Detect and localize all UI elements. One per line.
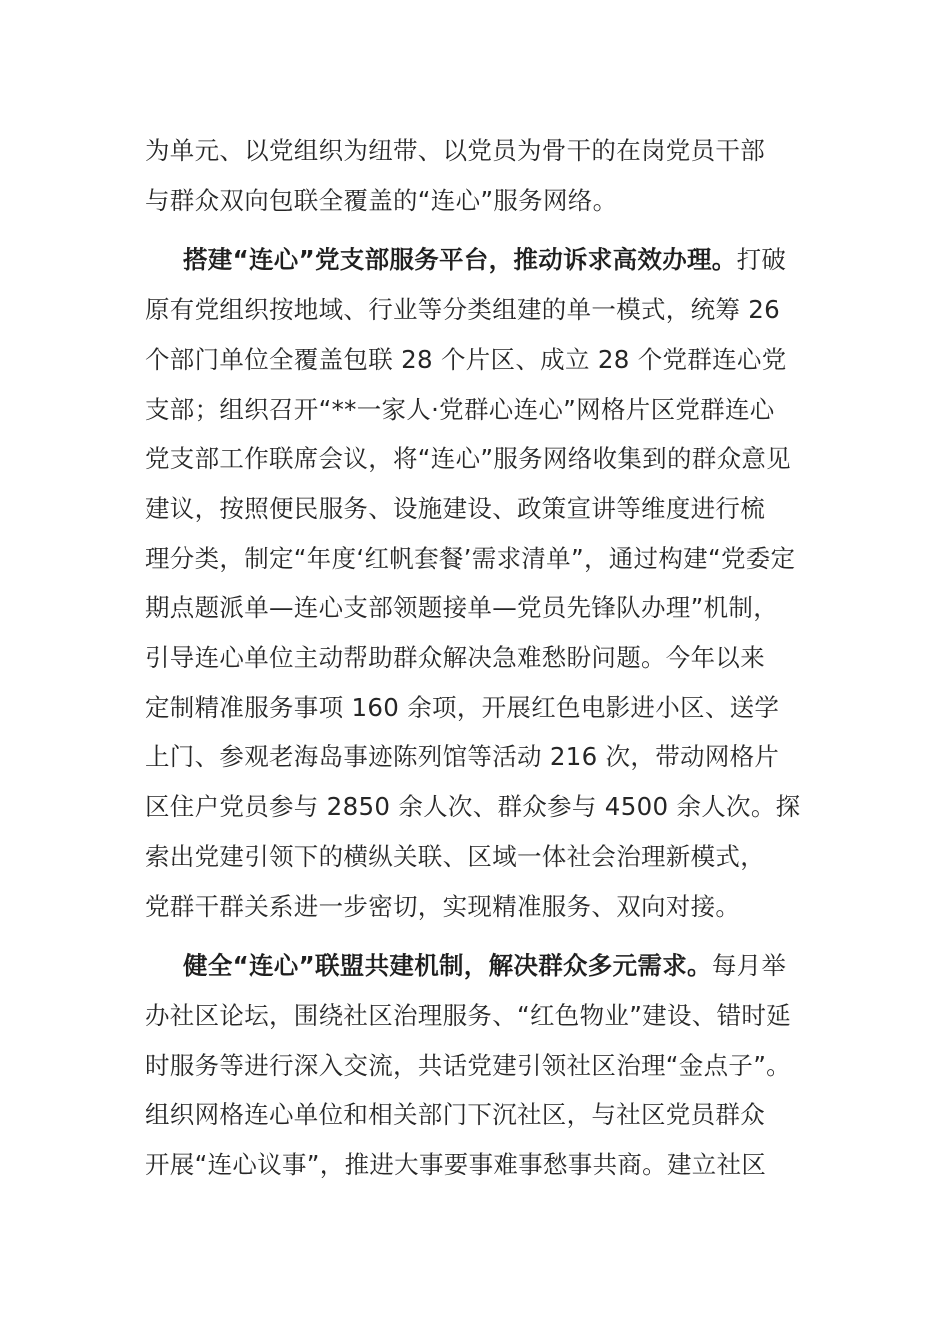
paragraph-heading: 搭建“连心”党支部服务平台，推动诉求高效办理。 <box>183 245 737 275</box>
text-line: 上门、参观老海岛事迹陈列馆等活动 216 次，带动网格片 <box>145 742 780 772</box>
document-body <box>145 126 810 1190</box>
text-line: 开展“连心议事”，推进大事要事难事愁事共商。建立社区 <box>145 1150 767 1180</box>
text-line: 理分类，制定“年度‘红帆套餐’需求清单”，通过构建“党委定 <box>145 543 796 573</box>
paragraph-network-intro <box>145 126 810 225</box>
text-line: 党群干群关系进一步密切，实现精准服务、双向对接。 <box>145 891 741 921</box>
paragraph-alliance-mechanism <box>145 941 810 1190</box>
paragraph-lead-text: 打破 <box>736 245 787 275</box>
text-line: 区住户党员参与 2850 余人次、群众参与 4500 余人次。探 <box>145 792 801 822</box>
text-line: 党支部工作联席会议，将“连心”服务网络收集到的群众意见 <box>145 444 791 474</box>
text-line: 定制精准服务事项 160 余项，开展红色电影进小区、送学 <box>145 692 780 722</box>
text-line: 个部门单位全覆盖包联 28 个片区、成立 28 个党群连心党 <box>145 344 787 374</box>
text-line: 支部；组织召开“**一家人·党群心连心”网格片区党群连心 <box>145 394 775 424</box>
text-line: 原有党组织按地域、行业等分类组建的单一模式，统筹 26 <box>145 295 781 325</box>
text-line: 时服务等进行深入交流，共话党建引领社区治理“金点子”。 <box>145 1050 791 1080</box>
paragraph-heading: 健全“连心”联盟共建机制，解决群众多元需求。 <box>183 951 712 981</box>
text-line: 索出党建引领下的横纵关联、区域一体社会治理新模式， <box>145 841 765 871</box>
paragraph-lead-text: 每月举 <box>711 951 787 981</box>
text-line: 与群众双向包联全覆盖的“连心”服务网络。 <box>145 185 618 215</box>
text-line: 为单元、以党组织为纽带、以党员为骨干的在岗党员干部 <box>145 136 765 165</box>
text-line <box>145 235 810 285</box>
text-line <box>145 941 810 991</box>
text-line: 办社区论坛，围绕社区治理服务、“红色物业”建设、错时延 <box>145 1000 791 1030</box>
text-line: 建议，按照便民服务、设施建设、政策宣讲等维度进行梳 <box>145 493 765 523</box>
text-line: 引导连心单位主动帮助群众解决急难愁盼问题。今年以来 <box>145 643 765 673</box>
text-line: 期点题派单—连心支部领题接单—党员先锋队办理”机制， <box>145 593 778 623</box>
text-line: 组织网格连心单位和相关部门下沉社区，与社区党员群众 <box>145 1100 765 1130</box>
paragraph-service-platform <box>145 235 810 931</box>
